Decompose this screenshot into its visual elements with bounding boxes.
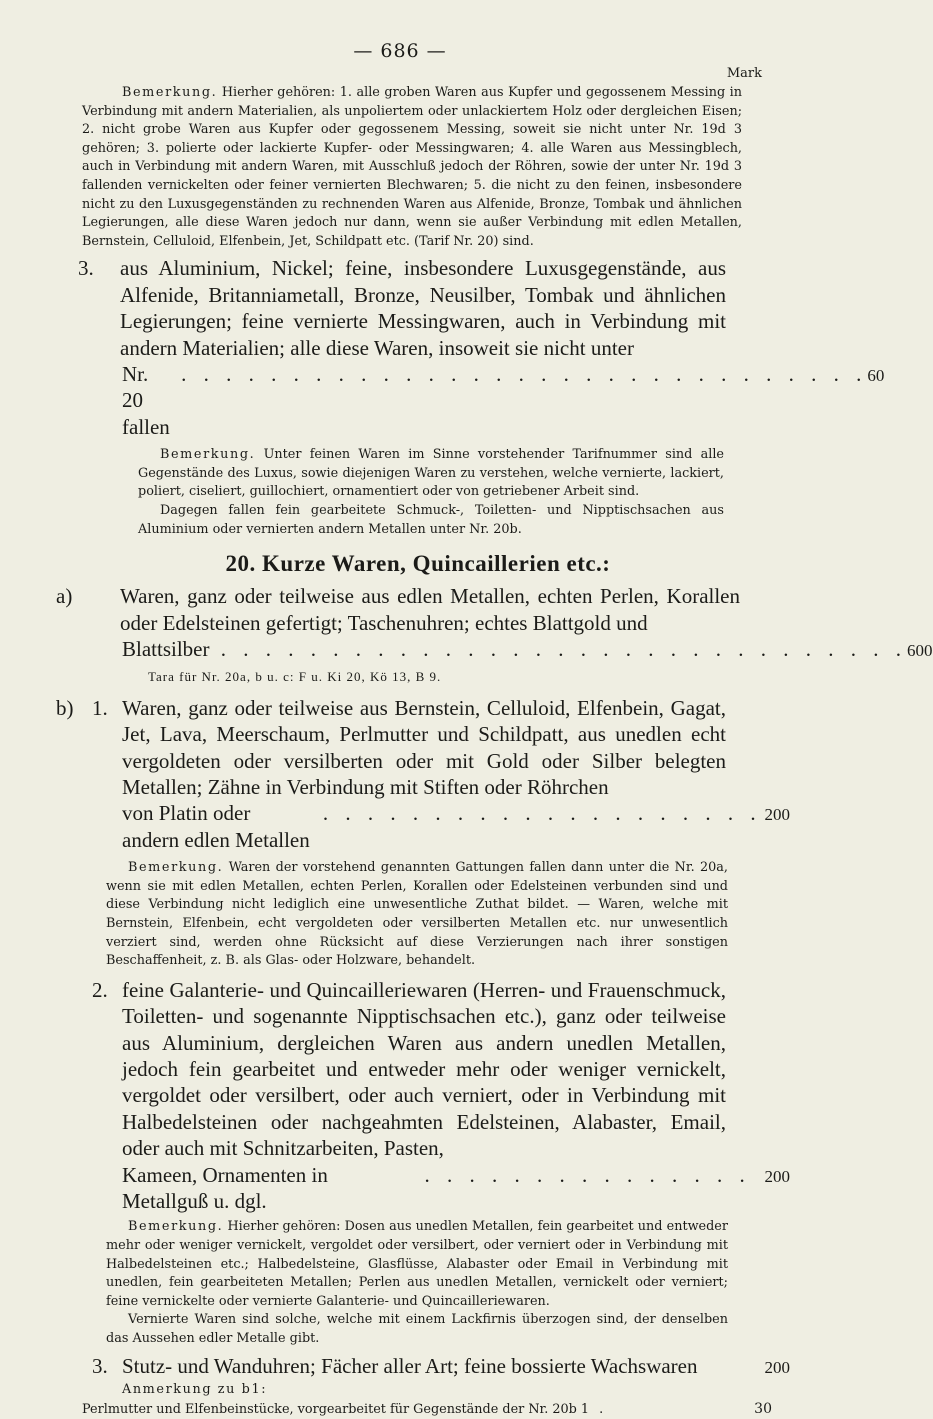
leader-dots: . [589,1401,610,1417]
item-last-text: Kameen, Ornamenten in Metallguß u. dgl. [122,1162,328,1214]
item-text: aus Aluminium, Nickel; feine, insbesondere Luxusgegenstände, aus Alfenide, Britanniametall, Bronze, Neusilber, Tombak und ähnlichen Legierungen; feine vernierte Messingwaren, auch in Verbindung mit andern Materialien; alle diese Waren, insoweit sie nicht unter [120,256,726,360]
note-text: Hierher gehören: 1. alle groben Waren aus Kupfer und gegossenem Messing in Verbindung mit andern Materialien, als unpoliertem oder unlackiertem Holz oder dergleichen Eisen; 2. nicht grobe Waren aus Kupfer oder gegossenem Messing, soweit sie nicht unter Nr. 19d 3 gehören; 3. polierte oder lackierte Kupfer- oder Messingwaren; 4. alle Waren aus Messingblech, auch in Verbindung mit andern Waren, mit Ausschluß jedoch der Röhren, sowie der unter Nr. 19d 3 fallenden vernickelten oder feiner vernierten Blechwaren; 5. die nicht zu den feinen, insbesondere nicht zu den Luxusgegenständen zu rechnenden Waren aus Alfenide, Bronze, Tombak und ähnlichen Legierungen, alle diese Waren jedoch nur dann, wenn sie außer Verbindung mit edlen Metallen, Bernstein, Celluloid, Elfenbein, Jet, Schildpatt etc. (Tarif Nr. 20) sind. [82,85,742,249]
note-label: Bemerkung. [128,860,224,876]
item-number: 3. [78,256,94,281]
note-label: Bemerkung. [160,447,256,463]
rate-value: 200 [764,805,790,825]
item-label: a) [56,584,73,609]
annotation-b1 [82,1381,772,1419]
note-text-2: Vernierte Waren sind solche, welche mit einem Lackfirnis überzogen sind, der denselben das Aussehen edler Metalle gibt. [106,1312,728,1346]
item-last-text: Nr. 20 fallen [122,361,170,439]
leader-dots: . . . . . . . . . . . . . . . . . . . . [311,801,762,826]
item-last-text: Blattsilber [122,636,210,661]
item-last-text: von Platin oder andern edlen Metallen [122,801,310,852]
page-number: — 686 — [353,40,447,62]
note-text-2: Dagegen fallen fein gearbeitete Schmuck-, Toiletten- und Nipptischsachen aus Aluminium oder vernierten andern Metallen unter Nr. 20b. [138,502,724,537]
item-line [122,1353,790,1381]
note-label: Bemerkung. [128,1219,224,1235]
item-text: Stutz- und Wanduhren; Fächer aller Art; feine bossierte Wachswaren [122,1353,698,1378]
tariff-item-b3 [82,1353,790,1381]
note-text: Hierher gehören: Dosen aus unedlen Metallen, fein gearbeitet und entweder mehr oder weniger vernickelt, vergoldet oder versilbert, oder verniert oder in Verbindung mit Halbedelsteinen etc.; Halbedelsteine, Glasflüsse, Alabaster oder Email in Verbindung mit unedlen, fein gearbeiteten Metallen; Perlen aus unedlen Metallen, vernickelt oder verniert; feine vernickelte oder vernierte Galanterie- und Quincailleriewaren. [106,1219,728,1309]
item-text: feine Galanterie- und Quincailleriewaren (Herren- und Frauenschmuck, Toiletten- und sogenannte Nipptischsachen etc.), ganz oder teilweise aus Aluminium, dergleichen Waren aus andern unedlen Metallen, jedoch fein gearbeitet und entweder mehr oder weniger vernickelt, vergoldet oder versilbert, oder auch verniert, oder in Verbindung mit Halbedelsteinen oder nachgeahmten Edelsteinen, Alabaster, Email, oder auch mit Schnitzarbeiten, Pasten, [122,977,726,1161]
section-heading: 20. Kurze Waren, Quincaillerien etc.: [225,551,611,577]
item-text: Waren, ganz oder teilweise aus edlen Metallen, echten Perlen, Korallen oder Edelsteinen gefertigt; Taschenuhren; echtes Blattgold und [120,584,740,635]
leader-dots: . . . . . . . . . . . . . . . . . . . . . . . . . . . . . . . [209,636,907,661]
tariff-item-b2 [82,977,790,1215]
note-text: Unter feinen Waren im Sinne vorstehender Tarifnummer sind alle Gegenstände des Luxus, sowie diejenigen Waren zu verstehen, welche vernierte, lackiert, poliert, ciseliert, guillochiert, ornamentiert oder von getriebener Arbeit sind. [138,447,724,500]
rate-value: 30 [754,1400,772,1417]
note-label: Bemerkung. [122,85,218,100]
item-label: b) [56,695,74,720]
item-number: 2. [92,977,108,1002]
leader-dots: . . . . . . . . . . . . . . . . . . . . . . . . . . . . . . . [169,361,868,386]
item-last-line [122,1162,790,1215]
item-number: 1. [92,695,108,720]
item-last-line [122,361,885,440]
note-text: Waren der vorstehend genannten Gattungen fallen dann unter die Nr. 20a, wenn sie mit edlen Metallen, echten Perlen, Korallen oder Edelsteinen verbunden sind und diese Verbindung nicht lediglich eine unwesentliche Zuthat bildet. — Waren, welche mit Bernstein, Elfenbein, echt vergoldeten oder versilberten Metallen etc. nur unwesentlich verziert sind, werden ohne Rücksicht auf diese Verzierungen nach ihrer sonstigen Beschaffenheit, z. B. als Glas- oder Holzware, behandelt. [106,860,728,969]
tariff-item-3 [78,255,885,440]
margin-label-mark: Mark [726,66,762,81]
note-3 [106,859,728,971]
annotation-line [82,1400,772,1419]
annotation-text: Perlmutter und Elfenbeinstücke, vorgearbeitet für Gegenstände der Nr. 20b 1 [82,1401,590,1417]
text-column [56,84,933,1419]
item-last-line [122,636,933,664]
tariff-item-a [56,583,933,691]
note-1 [82,84,742,251]
leader-dots: . . . . . . . . . . . . . . . [413,1162,751,1187]
rate-value: 60 [867,365,885,385]
item-number: 3. [92,1353,108,1378]
rate-value: 600 [907,640,933,660]
annotation-label: Anmerkung zu b1: [122,1382,268,1397]
item-last-line [122,800,790,853]
tariff-item-b1 [56,695,790,853]
item-text: Waren, ganz oder teilweise aus Bernstein, Celluloid, Elfenbein, Gagat, Jet, Lava, Meerschaum, Perlmutter und Schildpatt, aus unedlen echt vergoldeten oder versilberten oder mit Gold oder Silber belegten Metallen; Zähne in Verbindung mit Stiften oder Röhrchen [122,695,726,799]
note-4 [106,1218,728,1348]
tara-line: Tara für Nr. 20a, b u. c: F u. Ki 20, Kö 13, B 9. [148,669,442,685]
rate-value: 200 [764,1166,790,1186]
note-2 [138,446,724,539]
rate-value: 200 [764,1357,790,1377]
